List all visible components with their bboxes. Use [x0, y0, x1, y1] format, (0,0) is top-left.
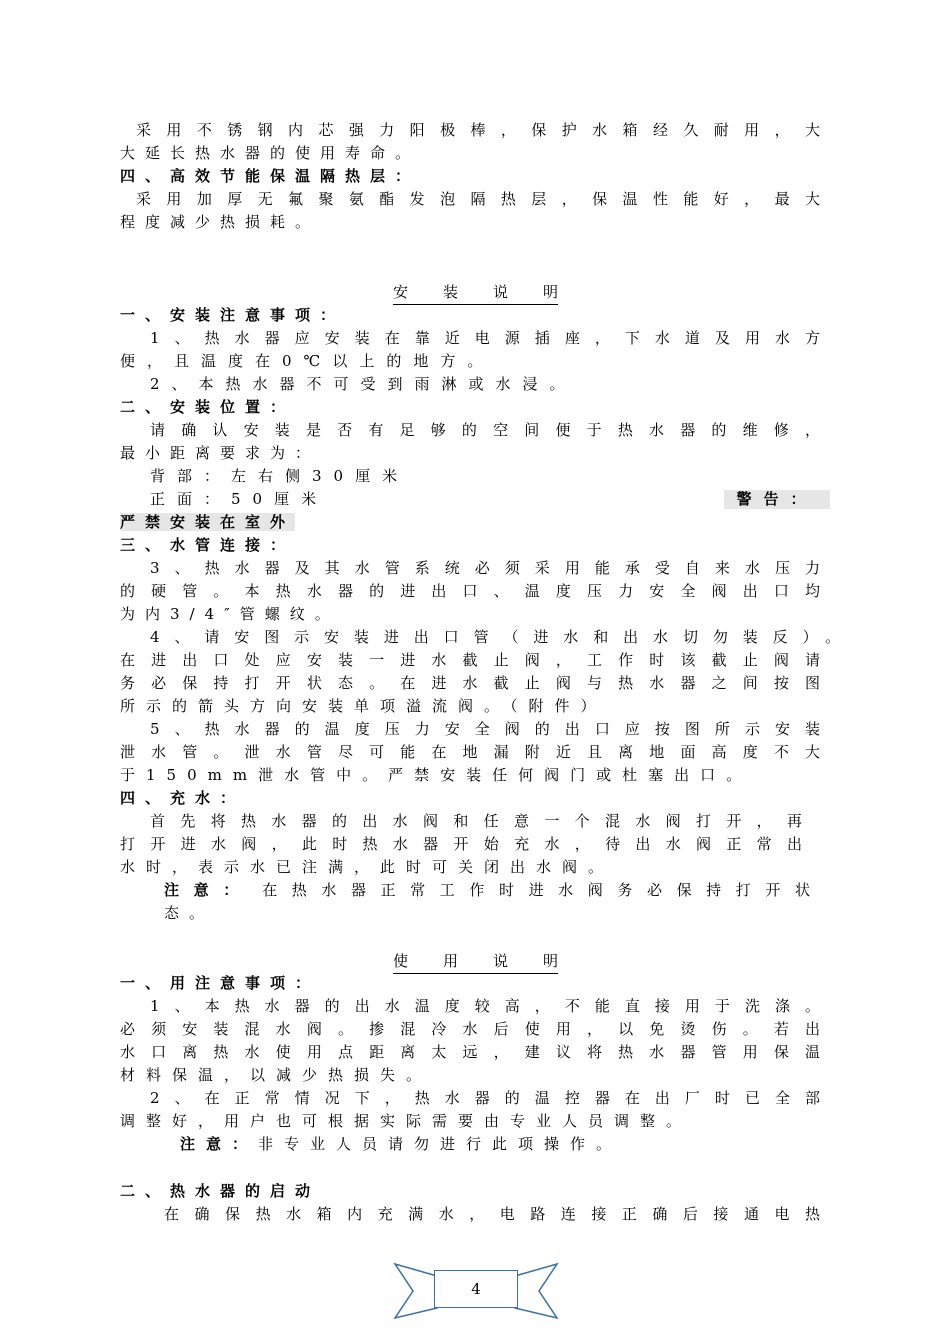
install-front-distance: 正面：50厘米 [150, 490, 329, 508]
install-back-distance: 背部：左右侧30厘米 [150, 467, 410, 485]
install-p1-line-a: 1、热水器应安装在靠近电源插座，下水道及用水方 [150, 329, 820, 347]
install-p6-line-c: 于150mm泄水管中。严禁安装任何阀门或杜塞出口。 [120, 766, 753, 784]
usage-p3: 在确保热水箱内充满水，电路连接正确后接通电热 [164, 1205, 820, 1223]
install-p5-line-b: 在进出口处应安装一进水截止阀，工作时该截止阀请 [120, 651, 820, 669]
usage-p1-line-a: 1、本热水器的出水温度较高，不能直接用于洗涤。 [150, 997, 820, 1015]
usage-p1-line-b: 必须安装混水阀。掺混冷水后使用，以免烫伤。若出 [120, 1020, 820, 1038]
install-note-text: 在热水器正常工作时进水阀务必保持打开状 [262, 881, 820, 899]
install-p6-line-a: 5、热水器的温度压力安全阀的出口应按图所示安装 [150, 720, 820, 738]
usage-heading-2: 二、热水器的启动 [120, 1182, 321, 1200]
page-number: 4 [434, 1270, 518, 1308]
install-heading-2: 二、安装位置： [120, 398, 296, 416]
usage-p2-line-b: 调整好，用户也可根据实际需要由专业人员调整。 [120, 1112, 693, 1130]
install-p4-line-a: 3、热水器及其水管系统必须采用能承受自来水压力 [150, 559, 820, 577]
usage-note-label: 注意： [180, 1135, 259, 1153]
install-note [164, 879, 820, 902]
warning-text-highlight: 严禁安装在室外 [120, 513, 296, 531]
install-p4-line-b: 的硬管。本热水器的进出口、温度压力安全阀出口均 [120, 582, 820, 600]
install-heading-1: 一、安装注意事项： [120, 306, 346, 324]
warning-label: 警告： [724, 490, 830, 509]
usage-title: 使用说明 [393, 950, 558, 974]
install-p1-line-b: 便，且温度在0℃以上的地方。 [120, 352, 495, 370]
intro-line-1: 采用不锈钢内芯强力阳极棒，保护水箱经久耐用，大 [136, 121, 820, 139]
usage-heading-1: 一、用注意事项： [120, 974, 321, 992]
install-p3-line-a: 请确认安装是否有足够的空间便于热水器的维修， [150, 421, 820, 439]
intro-line-3: 采用加厚无氟聚氨酯发泡隔热层，保温性能好，最大 [136, 190, 820, 208]
install-p7-line-a: 首先将热水器的出水阀和任意一个混水阀打开，再 [150, 812, 802, 830]
usage-p1-line-d: 材料保温，以减少热损失。 [120, 1066, 433, 1084]
ribbon-right-tail [515, 1264, 557, 1318]
install-heading-4: 四、充水： [120, 789, 246, 807]
usage-p2-line-a: 2、在正常情况下，热水器的温控器在出厂时已全部 [150, 1089, 820, 1107]
install-p7-line-c: 水时，表示水已注满，此时可关闭出水阀。 [120, 858, 615, 876]
install-p2: 2、本热水器不可受到雨淋或水浸。 [150, 375, 577, 393]
intro-line-4: 程度减少热损耗。 [120, 213, 321, 231]
install-p4-line-c: 为内3/4″管螺纹。 [120, 605, 340, 623]
install-note-label: 注意： [164, 881, 253, 899]
usage-note-text: 非专业人员请勿进行此项操作。 [258, 1135, 623, 1153]
install-heading-3: 三、水管连接： [120, 536, 296, 554]
install-p5-line-d: 所示的箭头方向安装单项溢流阀。（附件） [120, 697, 607, 715]
install-title: 安装说明 [393, 281, 558, 305]
ribbon-left-tail [395, 1264, 437, 1318]
install-p3-line-b: 最小距离要求为： [120, 444, 321, 462]
install-p5-line-a: 4、请安图示安装进出口管（进水和出水切勿装反）。 [150, 628, 840, 646]
install-p6-line-b: 泄水管。泄水管尽可能在地漏附近且离地面高度不大 [120, 743, 820, 761]
warning-text [120, 511, 295, 534]
intro-line-2: 大延长热水器的使用寿命。 [120, 144, 421, 162]
usage-note [180, 1133, 892, 1156]
install-p7-line-b: 打开进水阀，此时热水器开始充水，待出水阀正常出 [120, 835, 802, 853]
install-p5-line-c: 务必保持打开状态。在进水截止阀与热水器之间按图 [120, 674, 820, 692]
install-note-text-2: 态。 [164, 904, 215, 922]
intro-heading-4: 四、高效节能保温隔热层： [120, 167, 421, 185]
usage-p1-line-c: 水口离热水使用点距离太远，建议将热水器管用保温 [120, 1043, 820, 1061]
